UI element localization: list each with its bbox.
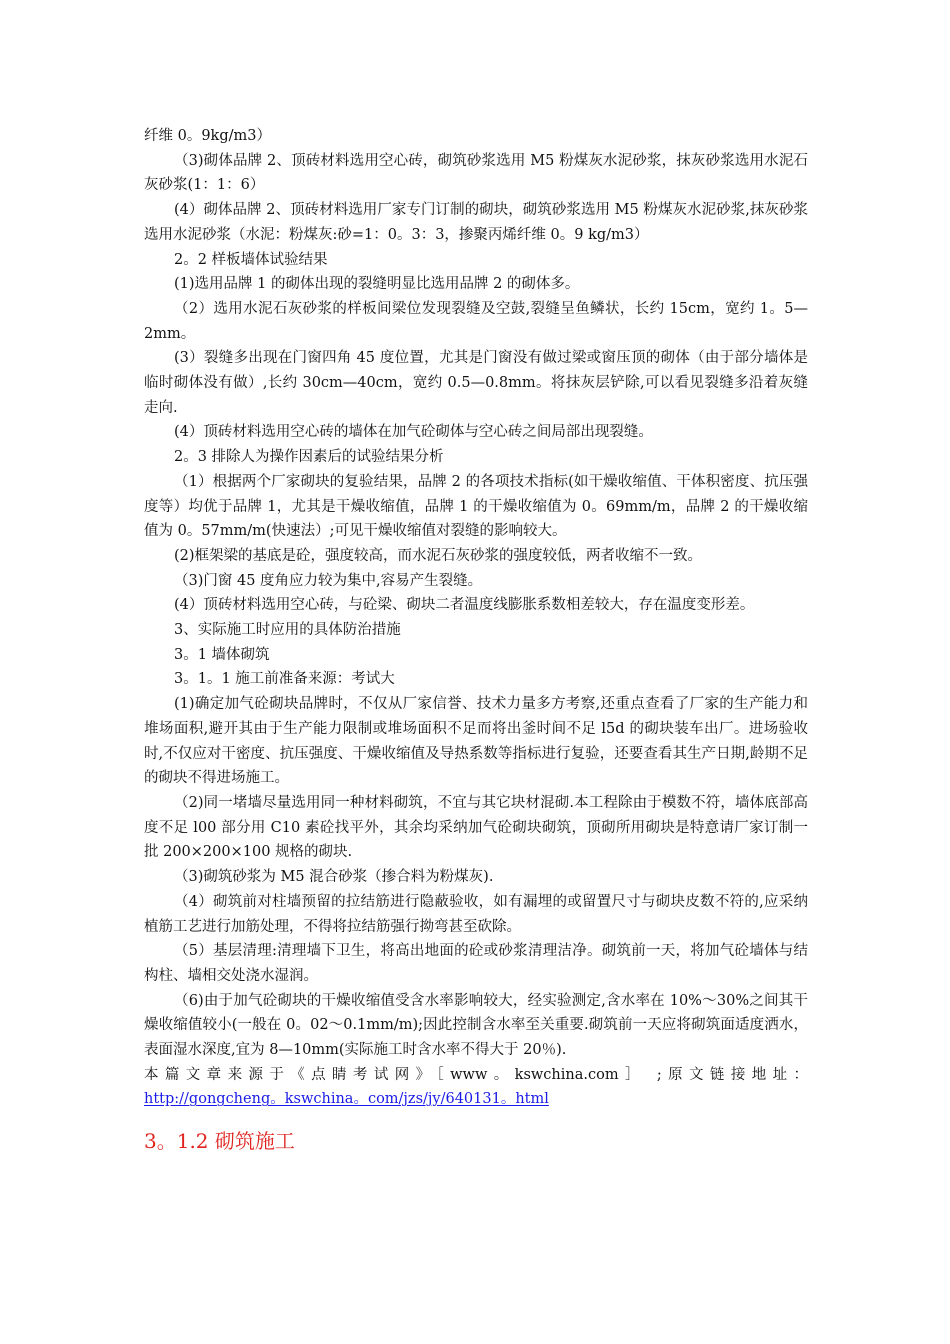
paragraph: (1)选用品牌 1 的砌体出现的裂缝明显比选用品牌 2 的砌体多。 bbox=[174, 276, 580, 293]
paragraph: （3)门窗 45 度角应力较为集中,容易产生裂缝。 bbox=[174, 572, 483, 589]
source-attribution: 本篇文章来源于《点睛考试网》［www。kswchina.com］ ;原文链接地址： bbox=[144, 1066, 808, 1083]
paragraph: （4）砌筑前对柱墙预留的拉结筋进行隐蔽验收，如有漏埋的或留置尺寸与砌块皮数不符的,应采纳植筋工艺进行加筋处理，不得将拉结筋强行拗弯甚至砍除。 bbox=[144, 893, 808, 935]
paragraph: （2）选用水泥石灰砂浆的样板间梁位发现裂缝及空鼓,裂缝呈鱼鳞状，长约 15cm，宽约 1。5—2mm。 bbox=[144, 300, 808, 342]
paragraph: (2)框架梁的基底是砼，强度较高，而水泥石灰砂浆的强度较低，两者收缩不一致。 bbox=[174, 547, 703, 564]
section-heading-2-3: 2。3 排除人为操作因素后的试验结果分析 bbox=[174, 449, 444, 466]
section-heading-3-1-1: 3。1。1 施工前准备来源：考试大 bbox=[174, 671, 395, 688]
paragraph: (4）顶砖材料选用空心砖，与砼梁、砌块二者温度线膨胀系数相差较大，存在温度变形差。 bbox=[174, 597, 755, 614]
document-body bbox=[144, 124, 808, 1156]
source-link[interactable]: http://gongcheng。kswchina。com/jzs/jy/640131。html bbox=[144, 1091, 549, 1108]
paragraph: （1）根据两个厂家砌块的复验结果，品牌 2 的各项技术指标(如干燥收缩值、干体积密度、抗压强度等）均优于品牌 1，尤其是干燥收缩值，品牌 1 的干燥收缩值为 0。69mm/m，品牌 2 的干燥收缩值为 0。57mm/m(快速法）;可见干燥收缩值对裂缝的影响较大。 bbox=[144, 473, 808, 540]
section-heading-3: 3、实际施工时应用的具体防治措施 bbox=[174, 622, 401, 639]
paragraph: （3)砌体品牌 2、顶砖材料选用空心砖，砌筑砂浆选用 M5 粉煤灰水泥砂浆，抹灰砂浆选用水泥石灰砂浆(1：1：6） bbox=[144, 152, 808, 194]
section-heading-2-2: 2。2 样板墙体试验结果 bbox=[174, 251, 328, 268]
paragraph: (4）砌体品牌 2、顶砖材料选用厂家专门订制的砌块，砌筑砂浆选用 M5 粉煤灰水泥砂浆,抹灰砂浆选用水泥砂浆（水泥：粉煤灰:砂=1：0。3：3，掺聚丙烯纤维 0。9 kg/m3） bbox=[144, 202, 808, 243]
section-heading-3-1: 3。1 墙体砌筑 bbox=[174, 646, 270, 663]
paragraph: (4）顶砖材料选用空心砖的墙体在加气砼砌体与空心砖之间局部出现裂缝。 bbox=[174, 424, 653, 441]
paragraph: （3)砌筑砂浆为 M5 混合砂浆（掺合料为粉煤灰). bbox=[174, 869, 494, 886]
paragraph: （5）基层清理:清理墙下卫生，将高出地面的砼或砂浆清理洁净。砌筑前一天，将加气砼墙体与结构柱、墙相交处浇水湿润。 bbox=[144, 943, 808, 984]
paragraph: （2)同一堵墙尽量选用同一种材料砌筑，不宜与其它块材混砌.本工程除由于模数不符，墙体底部高度不足 l00 部分用 C10 素砼找平外，其余均采纳加气砼砌块砌筑，顶砌所用砌块是特意请厂家订制一批 200×200×100 规格的砌块. bbox=[144, 794, 808, 861]
paragraph: 纤维 0。9kg/m3） bbox=[144, 128, 271, 144]
paragraph: （6)由于加气砼砌块的干燥收缩值受含水率影响较大，经实验测定,含水率在 10%～30%之间其干燥收缩值较小(一般在 0。02～0.1mm/m);因此控制含水率至关重要.砌筑前一天应将砌筑面适度洒水，表面湿水深度,宜为 8—10mm(实际施工时含水率不得大于 20％). bbox=[144, 992, 808, 1059]
paragraph: (3）裂缝多出现在门窗四角 45 度位置，尤其是门窗没有做过梁或窗压顶的砌体（由于部分墙体是临时砌体没有做）,长约 30cm—40cm，宽约 0.5—0.8mm。将抹灰层铲除,可以看见裂缝多沿着灰缝走向. bbox=[144, 350, 808, 416]
paragraph: (1)确定加气砼砌块品牌时，不仅从厂家信誉、技术力量多方考察,还重点查看了厂家的生产能力和堆场面积,避开其由于生产能力限制或堆场面积不足而将出釜时间不足 l5d 的砌块装车出厂。进场验收时,不仅应对干密度、抗压强度、干燥收缩值及导热系数等指标进行复验，还要查看其生产日期,龄期不足的砌块不得进场施工。 bbox=[144, 696, 808, 787]
section-heading-3-1-2: 3。1.2 砌筑施工 bbox=[144, 1129, 295, 1154]
